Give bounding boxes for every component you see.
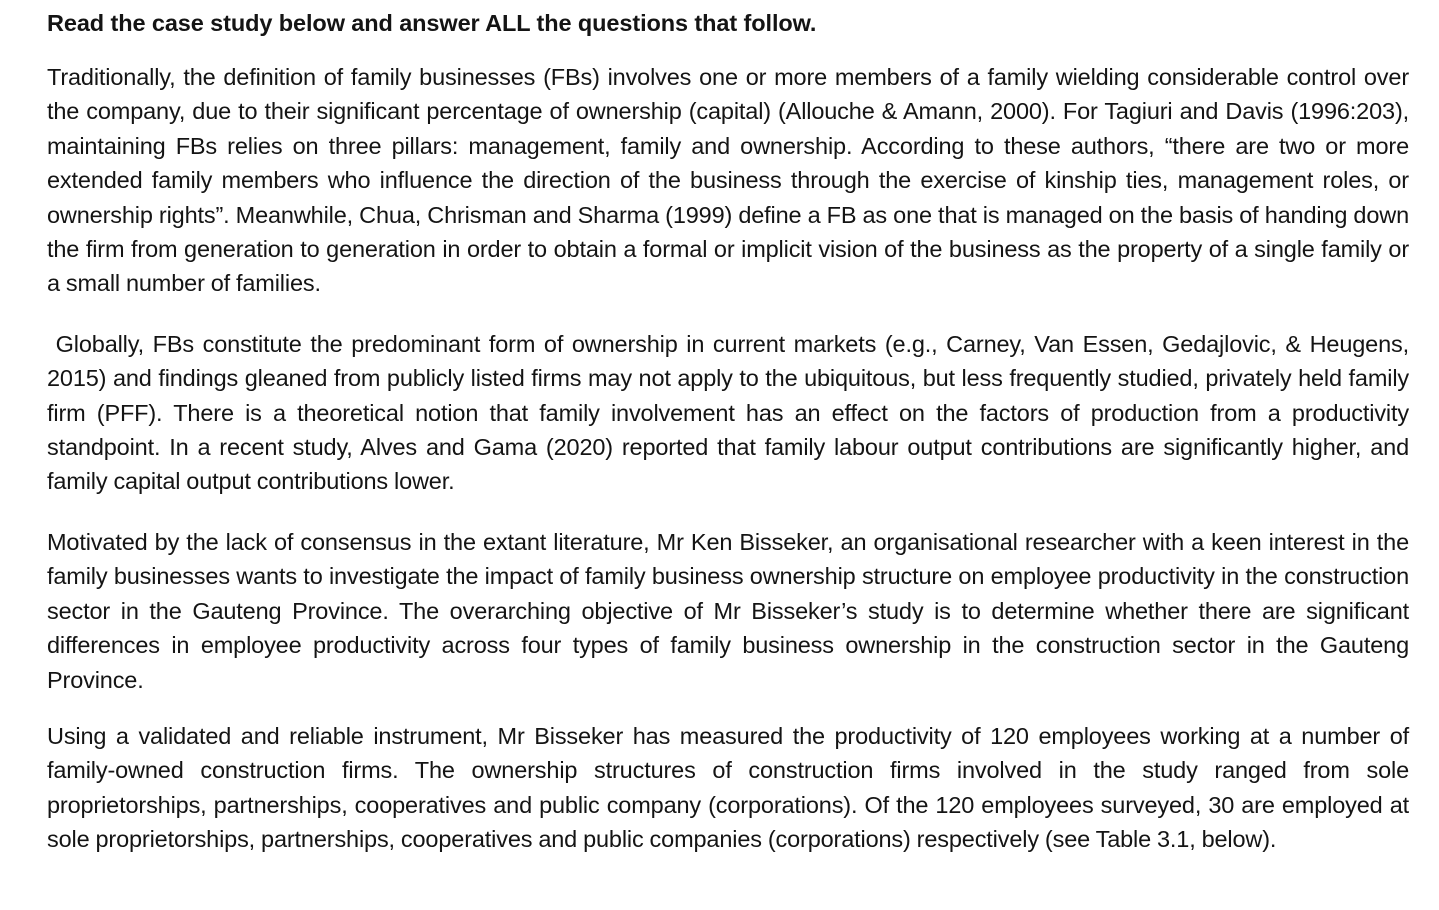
case-study-document	[47, 6, 1415, 857]
paragraph-definition: Traditionally, the definition of family businesses (FBs) involves one or more members of a family wielding considerable control over the company, due to their significant percentage of ownership (capital) (Allouche & Amann, 2000). For Tagiuri and Davis (1996:203), maintaining FBs relies on three pillars: management, family and ownership. According to these authors, “there are two or more extended family members who influence the direction of the business through the exercise of kinship ties, management roles, or ownership rights”. Meanwhile, Chua, Chrisman and Sharma (1999) define a FB as one that is managed on the basis of handing down the firm from generation to generation in order to obtain a formal or implicit vision of the business as the property of a single family or a small number of families.	[47, 64, 1409, 297]
paragraph-study-method: Using a validated and reliable instrument, Mr Bisseker has measured the productivity of 120 employees working at a number of family-owned construction firms. The ownership structures of construction firms involved in the study ranged from sole proprietorships, partnerships, cooperatives and public company (corporations). Of the 120 employees surveyed, 30 are employed at sole proprietorships, partnerships, cooperatives and public companies (corporations) respectively (see Table 3.1, below).	[47, 722, 1409, 853]
instruction-heading: Read the case study below and answer ALL the questions that follow.	[47, 10, 817, 36]
paragraph-global-context: Globally, FBs constitute the predominant form of ownership in current markets (e.g., Carney, Van Essen, Gedajlovic, & Heugens, 2015) and findings gleaned from publicly listed firms may not apply to the ubiquitous, but less frequently studied, privately held family firm (PFF). There is a theoretical notion that family involvement has an effect on the factors of production from a productivity standpoint. In a recent study, Alves and Gama (2020) reported that family labour output contributions are significantly higher, and family capital output contributions lower.	[47, 330, 1415, 495]
paragraph-study-motivation: Motivated by the lack of consensus in the extant literature, Mr Ken Bisseker, an organisational researcher with a keen interest in the family businesses wants to investigate the impact of family business ownership structure on employee productivity in the construction sector in the Gauteng Province. The overarching objective of Mr Bisseker’s study is to determine whether there are significant differences in employee productivity across four types of family business ownership in the construction sector in the Gauteng Province.	[47, 528, 1409, 693]
